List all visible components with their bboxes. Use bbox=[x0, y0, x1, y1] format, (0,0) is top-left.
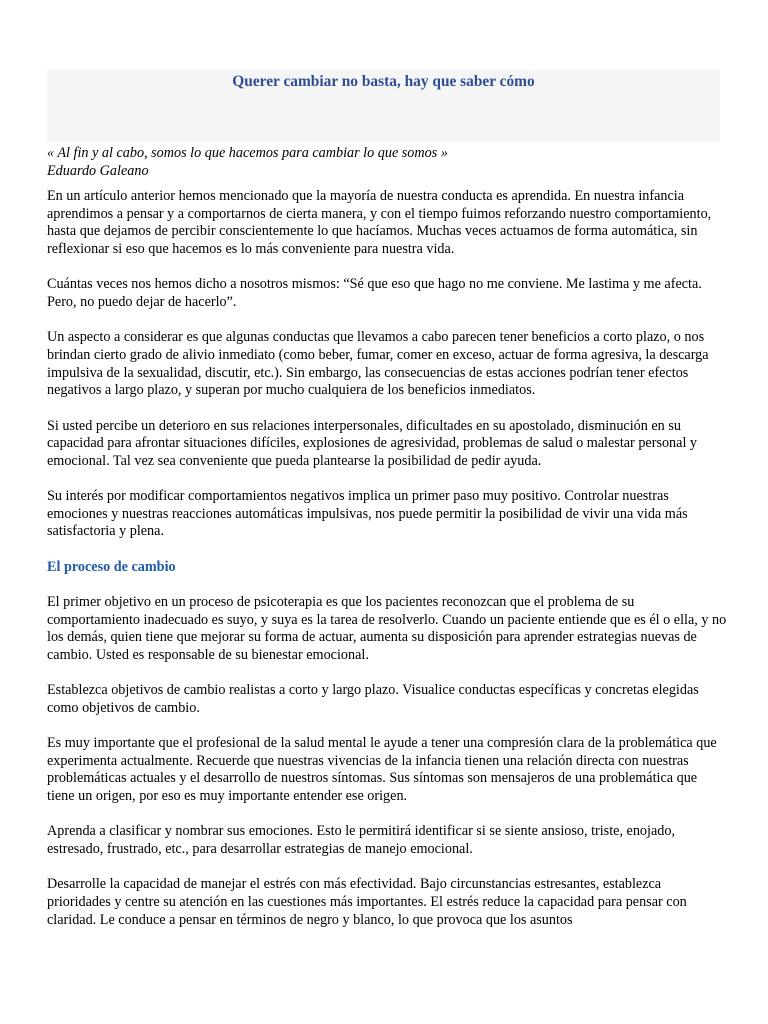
epigraph-quote: « Al fin y al cabo, somos lo que hacemos para cambiar lo que somos » bbox=[47, 145, 448, 161]
paragraph: En un artículo anterior hemos mencionado que la mayoría de nuestra conducta es aprendida. En nuestra infancia aprendimos a pensar y a comportarnos de cierta manera, y con el tiempo fuimos reforzando nuestro comportamiento, hasta que dejamos de percibir conscientemente lo que hacíamos. Muchas veces actuamos de forma automática, sin reflexionar si eso que hacemos es lo más conveniente para nuestra vida. bbox=[47, 188, 712, 257]
section-paragraph: Es muy importante que el profesional de la salud mental le ayude a tener una compresión clara de la problemática que experimenta actualmente. Recuerde que nuestras vivencias de la infancia tienen una relación directa con nuestras problemáticas actuales y el desarrollo de nuestros síntomas. Sus síntomas son mensajeros de una problemática que tiene un origen, por eso es muy importante entender ese origen. bbox=[47, 735, 717, 804]
section-paragraph: El primer objetivo en un proceso de psicoterapia es que los pacientes reconozcan que el problema de su comportamiento inadecuado es suyo, y suya es la tarea de resolverlo. Cuando un paciente entiende que es él o ella, y no los demás, quien tiene que mejorar su forma de actuar, aumenta su disposición para aprender estrategias nuevas de cambio. Usted es responsable de su bienestar emocional. bbox=[47, 594, 727, 663]
section-heading: El proceso de cambio bbox=[47, 558, 176, 575]
paragraph: Su interés por modificar comportamientos negativos implica un primer paso muy positivo. Controlar nuestras emociones y nuestras reacciones automáticas impulsivas, nos puede permitir la posibilidad de vivir una vida más satisfactoria y plena. bbox=[47, 488, 688, 540]
section-paragraph: Desarrolle la capacidad de manejar el estrés con más efectividad. Bajo circunstancias estresantes, establezca prioridades y centre su atención en las cuestiones más importantes. El estrés reduce la capacidad para pensar con claridad. Le conduce a pensar en términos de negro y blanco, lo que provoca que los asuntos bbox=[47, 876, 687, 928]
paragraph: Un aspecto a considerar es que algunas conductas que llevamos a cabo parecen tener beneficios a corto plazo, o nos brindan cierto grado de alivio inmediato (como beber, fumar, comer en exceso, actuar de forma agresiva, la descarga impulsiva de la sexualidad, discutir, etc.). Sin embargo, las consecuencias de estas acciones podrían tener efectos negativos a largo plazo, y superan por mucho cualquiera de los beneficios inmediatos. bbox=[47, 329, 709, 399]
paragraph: Cuántas veces nos hemos dicho a nosotros mismos: “Sé que eso que hago no me conviene. Me lastima y me afecta. Pero, no puedo dejar de hacerlo”. bbox=[47, 276, 702, 310]
section-paragraph: Establezca objetivos de cambio realistas a corto y largo plazo. Visualice conductas específicas y concretas elegidas como objetivos de cambio. bbox=[47, 682, 699, 716]
section-paragraph: Aprenda a clasificar y nombrar sus emociones. Esto le permitirá identificar si se siente ansioso, triste, enojado, estresado, frustrado, etc., para desarrollar estrategias de manejo emocional. bbox=[47, 823, 675, 857]
document-body bbox=[47, 145, 727, 947]
paragraph: Si usted percibe un deterioro en sus relaciones interpersonales, dificultades en su apostolado, disminución en su capacidad para afrontar situaciones difíciles, explosiones de agresividad, problemas de salud o malestar personal y emocional. Tal vez sea conveniente que pueda plantearse la posibilidad de pedir ayuda. bbox=[47, 417, 698, 469]
epigraph-author: Eduardo Galeano bbox=[47, 162, 149, 179]
document-title: Querer cambiar no basta, hay que saber cómo bbox=[232, 73, 535, 90]
